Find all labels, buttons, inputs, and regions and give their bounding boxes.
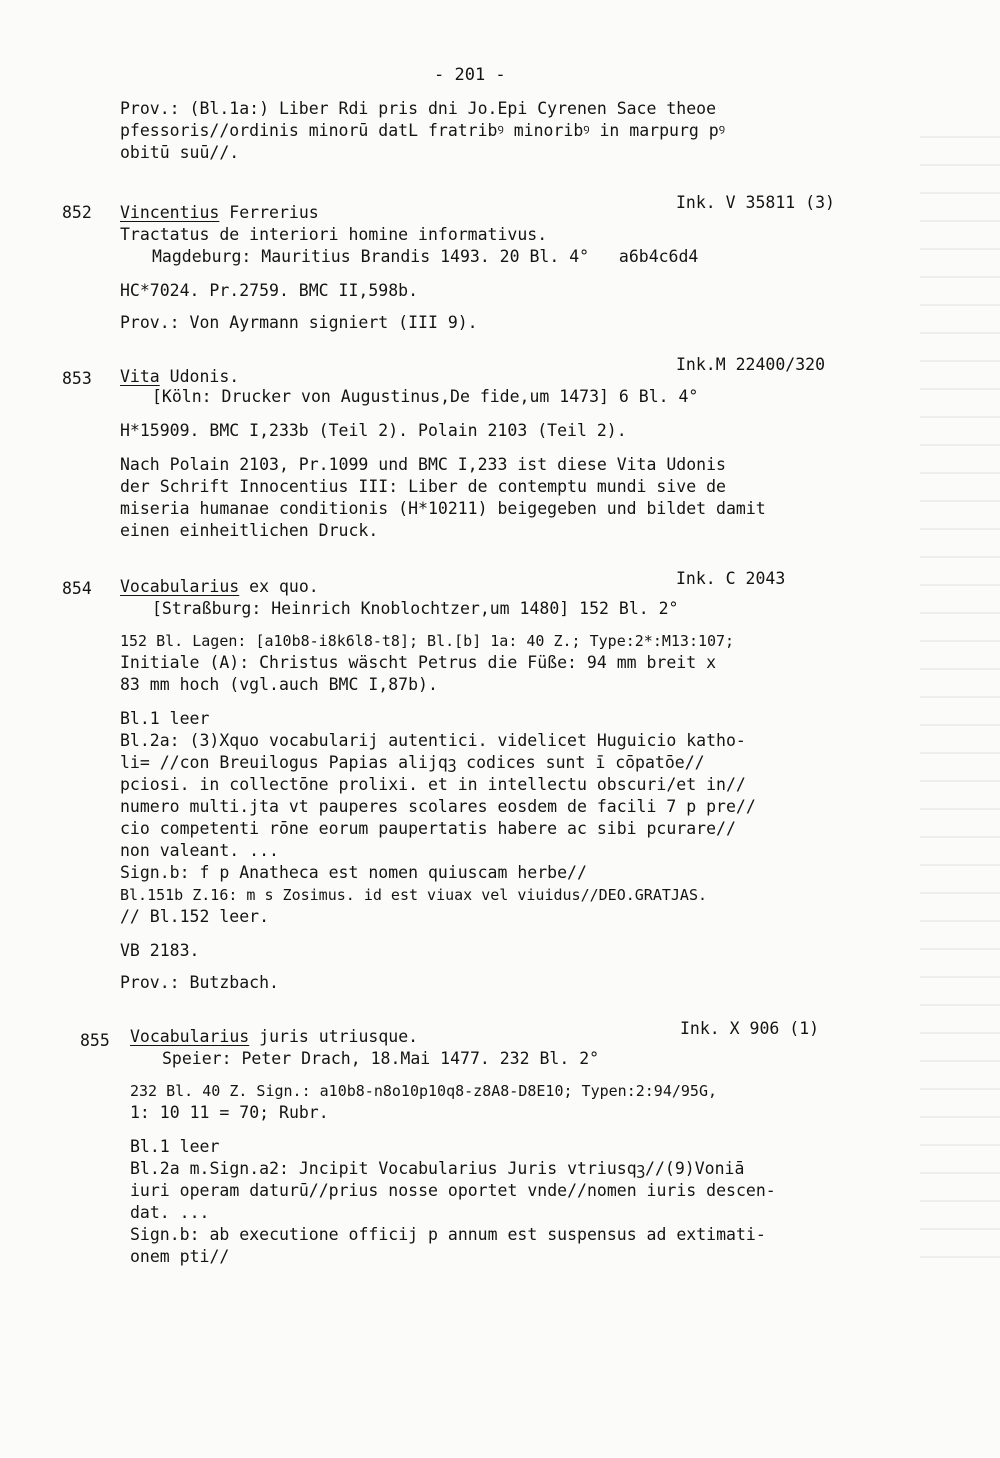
title-rest: juris utriusque. xyxy=(249,1027,419,1046)
entry-line: 83 mm hoch (vgl.auch BMC I,87b). xyxy=(120,675,438,694)
shelfmark: Ink. C 2043 xyxy=(676,569,786,588)
entry-line: Prov.: Butzbach. xyxy=(120,973,279,992)
title-rest: Udonis. xyxy=(159,367,240,386)
shelfmark: Ink. V 35811 (3) xyxy=(676,193,835,212)
entry-line: pciosi. in collectōne prolixi. et in intellectu obscuri/et in// xyxy=(120,775,746,794)
entry-line: Prov.: Von Ayrmann signiert (III 9). xyxy=(120,313,478,332)
entry-number: 854 xyxy=(62,579,92,598)
prov-line-1: Prov.: (Bl.1a:) Liber Rdi pris dni Jo.Epi Cyrenen Sace theoe xyxy=(120,99,717,118)
entry-line: Bl.2a: (3)Xquo vocabularij autentici. videlicet Huguicio katho- xyxy=(120,731,746,750)
prov-line-3: obitū suū//. xyxy=(120,143,240,162)
title-main: Vita xyxy=(120,367,160,386)
entry-line: 232 Bl. 40 Z. Sign.: a10b8-n8o10p10q8-z8A8-D8E10; Typen:2:94/95G, xyxy=(130,1082,717,1100)
entry-line: // Bl.152 leer. xyxy=(120,907,270,926)
entry-title xyxy=(130,1026,418,1048)
entry-title xyxy=(120,202,319,224)
entry-line: 152 Bl. Lagen: [a10b8-i8k6l8-t8]; Bl.[b] 1a: 40 Z.; Type:2*:M13:107; xyxy=(120,632,735,650)
entry-line: Bl.1 leer xyxy=(120,709,210,728)
entry-line: iuri operam daturū//prius nosse oportet vnde//nomen iuris descen- xyxy=(130,1181,776,1200)
entry-line: einen einheitlichen Druck. xyxy=(120,521,379,540)
entry-line: Nach Polain 2103, Pr.1099 und BMC I,233 ist diese Vita Udonis xyxy=(120,455,726,474)
entry-line: [Straßburg: Heinrich Knoblochtzer,um 1480] 152 Bl. 2° xyxy=(152,599,679,618)
entry-number: 855 xyxy=(80,1031,110,1050)
title-rest: ex quo. xyxy=(239,577,319,596)
entry-line: numero multi.jta vt pauperes scolares eosdem de facili 7 p pre// xyxy=(120,797,756,816)
shelfmark: Ink.M 22400/320 xyxy=(676,355,826,374)
title-main: Vocabularius xyxy=(130,1027,250,1046)
entry-line: onem pti// xyxy=(130,1247,230,1266)
show-through-text xyxy=(920,110,1000,1260)
entry-line: Sign.b: f p Anatheca est nomen quiuscam herbe// xyxy=(120,863,587,882)
entry-line: Tractatus de interiori homine informativus. xyxy=(120,225,548,244)
entry-line: Initiale (A): Christus wäscht Petrus die Füße: 94 mm breit x xyxy=(120,653,717,672)
entry-line: HC*7024. Pr.2759. BMC II,598b. xyxy=(120,281,419,300)
title-rest: Ferrerius xyxy=(219,203,319,222)
entry-line: H*15909. BMC I,233b (Teil 2). Polain 2103 (Teil 2). xyxy=(120,421,627,440)
entry-line: Bl.2a m.Sign.a2: Jncipit Vocabularius Juris vtriusqꝫ//(9)Voniā xyxy=(130,1159,745,1178)
entry-number: 852 xyxy=(62,203,92,222)
entry-line: Magdeburg: Mauritius Brandis 1493. 20 Bl. 4° a6b4c6d4 xyxy=(152,247,699,266)
entry-line: VB 2183. xyxy=(120,941,200,960)
entry-line: Bl.1 leer xyxy=(130,1137,220,1156)
entry-line: Speier: Peter Drach, 18.Mai 1477. 232 Bl. 2° xyxy=(162,1049,600,1068)
entry-title xyxy=(120,576,319,598)
entry-line: dat. ... xyxy=(130,1203,210,1222)
entry-title xyxy=(120,366,239,388)
entry-line: Bl.151b Z.16: m s Zosimus. id est viuax vel viuidus//DEO.GRATJAS. xyxy=(120,886,707,904)
entry-line: miseria humanae conditionis (H*10211) beigegeben und bildet damit xyxy=(120,499,766,518)
entry-line: der Schrift Innocentius III: Liber de contemptu mundi sive de xyxy=(120,477,726,496)
entry-number: 853 xyxy=(62,369,92,388)
entry-line: [Köln: Drucker von Augustinus,De fide,um 1473] 6 Bl. 4° xyxy=(152,387,699,406)
entry-line: 1: 10 11 = 70; Rubr. xyxy=(130,1103,329,1122)
entry-line: non valeant. ... xyxy=(120,841,279,860)
prov-line-2: pfessoris//ordinis minorū datL fratribꝰ minoribꝰ in marpurg pꝰ xyxy=(120,121,726,140)
entry-line: li= //con Breuilogus Papias alijqꝫ codices sunt ī cōpatōe// xyxy=(120,753,705,772)
entry-line: Sign.b: ab executione officij p annum est suspensus ad extimati- xyxy=(130,1225,766,1244)
page-number: - 201 - xyxy=(434,65,506,85)
title-main: Vocabularius xyxy=(120,577,240,596)
entry-line: cio competenti rōne eorum paupertatis habere ac sibi pcurare// xyxy=(120,819,736,838)
title-main: Vincentius xyxy=(120,203,220,222)
shelfmark: Ink. X 906 (1) xyxy=(680,1019,820,1038)
